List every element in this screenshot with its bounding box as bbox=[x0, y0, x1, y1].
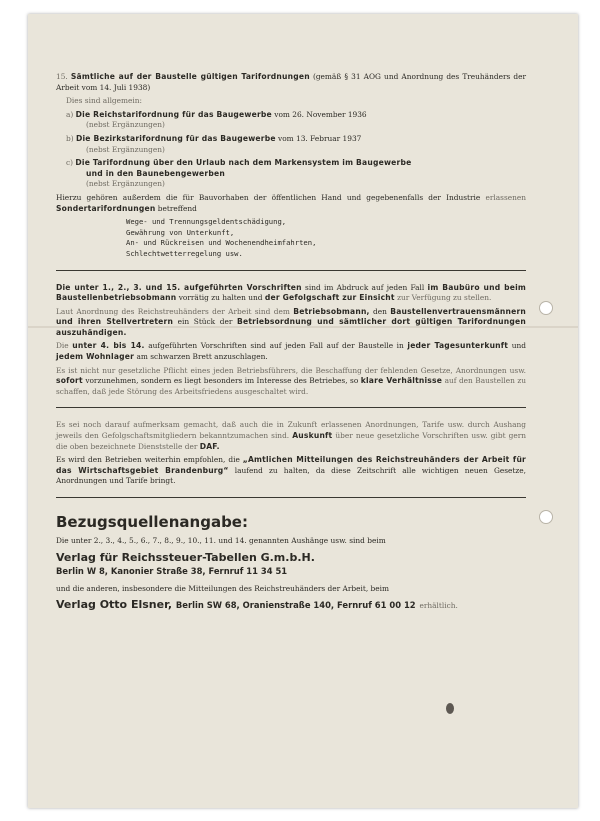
list-item: Schlechtwetterregelung usw. bbox=[126, 248, 243, 258]
sources-intro: Die unter 2., 3., 4., 5., 6., 7., 8., 9., 10., 11. und 14. genannten Aushänge usw. sind beim bbox=[56, 536, 386, 545]
section-2-para-3: Die unter 4. bis 14. aufgeführten Vorschriften sind auf jeden Fall auf der Baustelle in jeder Tagesunterkunft und jedem Wohnlager am schwarzen Brett anzuschlagen. bbox=[56, 341, 526, 362]
document-body bbox=[56, 72, 526, 613]
section-2-para-2: Laut Anordnung des Reichstreuhänders der Arbeit sind dem Betriebsobmann, den Baustellenvertrauensmännern und ihren Stellvertretern ein Stück der Betriebsordnung und sämtlicher dort gültigen Tarifordnungen auszuhändigen. bbox=[56, 306, 527, 337]
divider-3 bbox=[56, 497, 526, 498]
publisher-2-tail: erhältlich. bbox=[419, 601, 458, 611]
section-2-para-1: Die unter 1., 2., 3. und 15. aufgeführten Vorschriften sind im Abdruck auf jeden Fall im Baubüro und beim Baustellenbetriebsobmann vorrätig zu halten und der Gefolgschaft zur Einsicht zur Verfügung zu stellen. bbox=[56, 282, 526, 303]
sources-others: und die anderen, insbesondere die Mitteilungen des Reichstreuhänders der Arbeit, beim bbox=[56, 583, 390, 593]
section-3-para-1: Es sei noch darauf aufmerksam gemacht, daß auch die in Zukunft erlassenen Anordnungen, Tarife usw. durch Aushang jeweils den Gefolgschaftsmitgliedern bekanntzumachen sind. Auskunft über neue gesetzliche Vorschriften usw. gibt gern die oben bezeichnete Dienststelle der DAF. bbox=[56, 420, 526, 451]
special-tariffs: Hierzu gehören außerdem die für Bauvorhaben der öffentlichen Hand und gegebenenfalls der Industrie erlassenen Sondertarifordnungen betreffend bbox=[56, 192, 526, 213]
publisher-2 bbox=[56, 597, 526, 613]
sources-heading: Bezugsquellenangabe: bbox=[56, 513, 248, 531]
punch-hole-upper bbox=[539, 301, 553, 315]
publisher-2-address: Berlin SW 68, Oranienstraße 140, Fernruf 61 00 12 bbox=[175, 600, 416, 611]
divider-2 bbox=[56, 407, 526, 408]
item-15-b: b) Die Bezirkstarifordnung für das Baugewerbe vom 13. Februar 1937 (nebst Ergänzungen) bbox=[66, 133, 362, 154]
divider-1 bbox=[56, 270, 526, 271]
section-3-para-2: Es wird den Betrieben weiterhin empfohlen, die „Amtlichen Mitteilungen des Reichstreuhänders der Arbeit für das Wirtschaftsgebiet Brandenburg“ laufend zu halten, da diese Zeitschrift alle wichtigen neuen Gesetze, Anordnungen und Tarife bringt. bbox=[56, 455, 526, 486]
item-15-intro: Dies sind allgemein: bbox=[66, 96, 143, 106]
list-item: Wege- und Trennungsgeldentschädigung, bbox=[126, 217, 287, 227]
punch-hole-lower bbox=[539, 510, 553, 524]
item-15-c: c) Die Tarifordnung über den Urlaub nach dem Markensystem im Baugewerbe und in den Baunebengewerben (nebst Ergänzungen) bbox=[66, 158, 412, 189]
item-15-a: a) Die Reichstarifordnung für das Baugewerbe vom 26. November 1936 (nebst Ergänzungen) bbox=[66, 109, 367, 130]
item-15-heading: 15. Sämtliche auf der Baustelle gültigen Tarifordnungen (gemäß § 31 AOG und Anordnung des Treuhänders der Arbeit vom 14. Juli 1938) bbox=[56, 72, 527, 92]
list-item: Gewährung von Unterkunft, bbox=[126, 227, 235, 237]
list-item: An- und Rückreisen und Wochenendheimfahrten, bbox=[126, 238, 317, 248]
publisher-2-name: Verlag Otto Elsner, bbox=[56, 598, 173, 612]
publisher-1-address: Berlin W 8, Kanonier Straße 38, Fernruf 11 34 51 bbox=[56, 565, 288, 576]
document-page bbox=[28, 14, 578, 808]
publisher-1-name: Verlag für Reichssteuer-Tabellen G.m.b.H. bbox=[56, 550, 315, 564]
section-2-para-4: Es ist nicht nur gesetzliche Pflicht eines jeden Betriebsführers, die Beschaffung der fehlenden Gesetze, Anordnungen usw. sofort vorzunehmen, sondern es liegt besonders im Interesse des Betriebes, so klare Verhältnisse auf den Baustellen zu schaffen, daß jede Störung des Arbeitsfriedens ausgeschaltet wird. bbox=[56, 365, 526, 396]
ink-stain bbox=[446, 703, 454, 714]
special-tariffs-list bbox=[56, 217, 526, 259]
